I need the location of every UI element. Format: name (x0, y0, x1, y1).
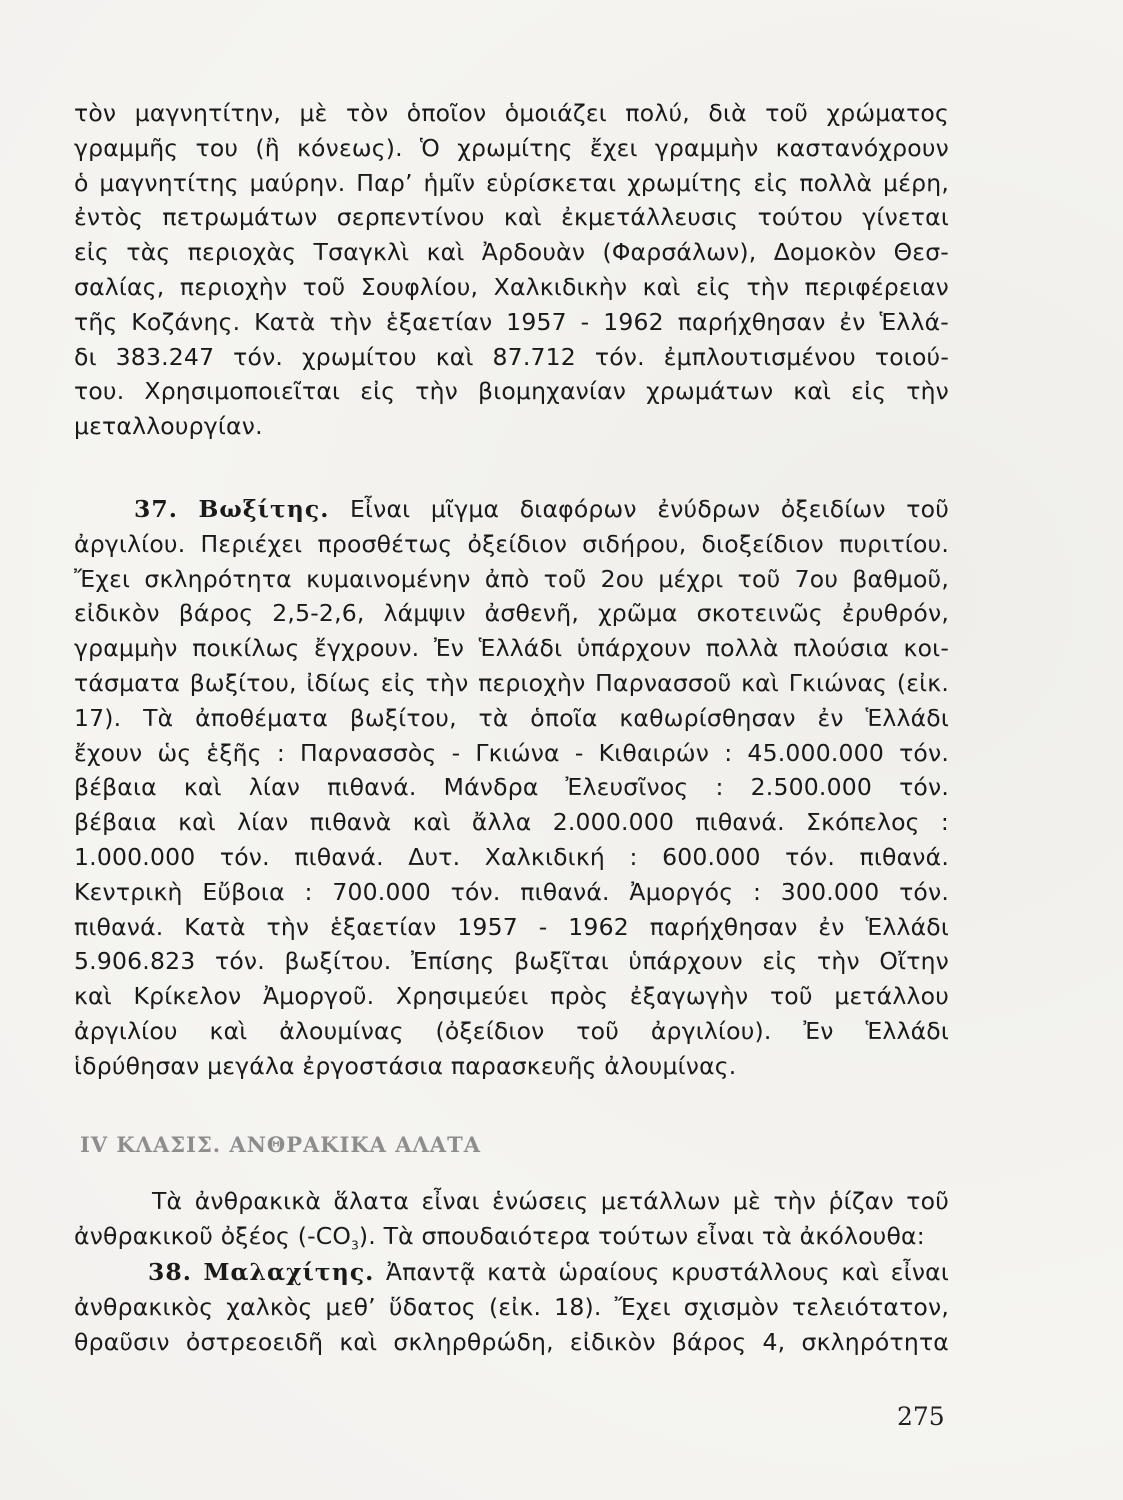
text-line: 17). Τὰ ἀποθέματα βωξίτου, τὰ ὁποῖα καθωρίσθησαν ἐν Ἑλλάδι (74, 703, 949, 732)
section-heading-line (74, 492, 949, 527)
section-number: 37. (134, 495, 178, 523)
text-line: μεταλλουργίαν. (74, 412, 263, 441)
text-line: του. Χρησιμοποιεῖται εἰς τὴν βιομηχανίαν χρωμάτων καὶ εἰς τὴν (74, 377, 949, 406)
text-line: Τὰ ἀνθρακικὰ ἅλατα εἶναι ἑνώσεις μετάλλων μὲ τὴν ῥίζαν τοῦ (152, 1187, 949, 1215)
text-run: ). Τὰ σπουδαιότερα τούτων εἶναι τὰ ἀκόλουθα: (358, 1221, 925, 1250)
text-line: τῆς Κοζάνης. Κατὰ τὴν ἑξαετίαν 1957 - 1962 παρήχθησαν ἐν Ἑλλά- (74, 307, 949, 336)
carbonates-intro (74, 1184, 949, 1263)
text-line: 5.906.823 τόν. βωξίτου. Ἐπίσης βωξῖται ὑπάρχουν εἰς τὴν Οἴτην (74, 947, 949, 976)
text-line: θραῦσιν ὀστρεοειδῆ καὶ σκληρθρώδη, εἰδικὸν βάρος 4, σκληρότητα (74, 1327, 949, 1356)
text-line: ἀνθρακικὸς χαλκὸς μεθ’ ὕδατος (εἰκ. 18). Ἔχει σχισμὸν τελειότατον, (74, 1292, 949, 1321)
text-line: βέβαια καὶ λίαν πιθανὰ καὶ ἄλλα 2.000.000 πιθανά. Σκόπελος : (74, 808, 949, 837)
text-line: εἰς τὰς περιοχὰς Τσαγκλὶ καὶ Ἀρδουὰν (Φαρσάλων), Δομοκὸν Θεσ- (74, 238, 949, 267)
section-title: Βωξίτης. (198, 495, 330, 523)
bauxite-section (74, 492, 949, 1084)
text-line: τάσματα βωξίτου, ἰδίως εἰς τὴν περιοχὴν Παρνασσοῦ καὶ Γκιώνας (εἰκ. (74, 668, 949, 697)
text-line: βέβαια καὶ λίαν πιθανά. Μάνδρα Ἐλευσῖνος : 2.500.000 τόν. (74, 773, 949, 802)
text-line: πιθανά. Κατὰ τὴν ἑξαετίαν 1957 - 1962 παρήχθησαν ἐν Ἑλλάδι (74, 912, 949, 941)
section-heading-line (74, 1255, 949, 1290)
subscript: 3 (351, 1238, 359, 1253)
text-line: Κεντρικὴ Εὔβοια : 700.000 τόν. πιθανά. Ἀμοργός : 300.000 τόν. (74, 877, 949, 906)
text-line: δι 383.247 τόν. χρωμίτου καὶ 87.712 τόν. ἐμπλουτισμένου τοιού- (74, 342, 949, 371)
text-line: ὁ μαγνητίτης μαύρην. Παρ’ ἡμῖν εὑρίσκεται χρωμίτης εἰς πολλὰ μέρη, (74, 168, 949, 197)
chromite-paragraph (74, 96, 949, 444)
section-title: Μαλαχίτης. (203, 1258, 375, 1286)
malachite-section (74, 1255, 949, 1359)
text-line: Ἔχει σκληρότητα κυμαινομένην ἀπὸ τοῦ 2ου μέχρι τοῦ 7ου βαθμοῦ, (74, 564, 949, 593)
text-line: καὶ Κρίκελον Ἀμοργοῦ. Χρησιμεύει πρὸς ἐξαγωγὴν τοῦ μετάλλου (74, 982, 949, 1011)
text-line: σαλίας, περιοχὴν τοῦ Σουφλίου, Χαλκιδικὴν καὶ εἰς τὴν περιφέρειαν (74, 272, 949, 301)
text-line: 1.000.000 τόν. πιθανά. Δυτ. Χαλκιδική : 600.000 τόν. πιθανά. (74, 842, 949, 871)
text-line: εἰδικὸν βάρος 2,5-2,6, λάμψιν ἀσθενῆ, χρῶμα σκοτεινῶς ἐρυθρόν, (74, 599, 949, 628)
section-number: 38. (148, 1258, 192, 1286)
page-number: 275 (897, 1402, 945, 1431)
text-line: ἱδρύθησαν μεγάλα ἐργοστάσια παρασκευῆς ἀλουμίνας. (74, 1051, 737, 1080)
text-line: ἔχουν ὡς ἑξῆς : Παρνασσὸς - Γκιώνα - Κιθαιρών : 45.000.000 τόν. (74, 738, 949, 767)
class-heading: IV ΚΛΑΣΙΣ. ΑΝΘΡΑΚΙΚΑ ΑΛΑΤΑ (80, 1132, 482, 1157)
text-line: τὸν μαγνητίτην, μὲ τὸν ὁποῖον ὁμοιάζει πολύ, διὰ τοῦ χρώματος (74, 99, 949, 127)
text-run: ἀνθρακικοῦ ὀξέος (-CO (74, 1221, 352, 1250)
text-line: γραμμὴν ποικίλως ἔγχρουν. Ἐν Ἑλλάδι ὑπάρχουν πολλὰ πλούσια κοι- (74, 634, 949, 663)
text-line: ἐντὸς πετρωμάτων σερπεντίνου καὶ ἐκμετάλλευσις τούτου γίνεται (74, 203, 949, 232)
text-line: ἀργιλίου καὶ ἀλουμίνας (ὀξείδιον τοῦ ἀργιλίου). Ἐν Ἑλλάδι (74, 1016, 949, 1045)
text-line: γραμμῆς του (ἢ κόνεως). Ὁ χρωμίτης ἔχει γραμμὴν καστανόχρουν (74, 133, 949, 162)
text-run: Ἀπαντᾷ κατὰ ὡραίους κρυστάλλους καὶ εἶναι (385, 1258, 950, 1286)
text-run: Εἶναι μῖγμα διαφόρων ἐνύδρων ὀξειδίων τοῦ (349, 495, 949, 523)
text-line: ἀργιλίου. Περιέχει προσθέτως ὀξείδιον σιδήρου, διοξείδιον πυριτίου. (74, 529, 949, 558)
